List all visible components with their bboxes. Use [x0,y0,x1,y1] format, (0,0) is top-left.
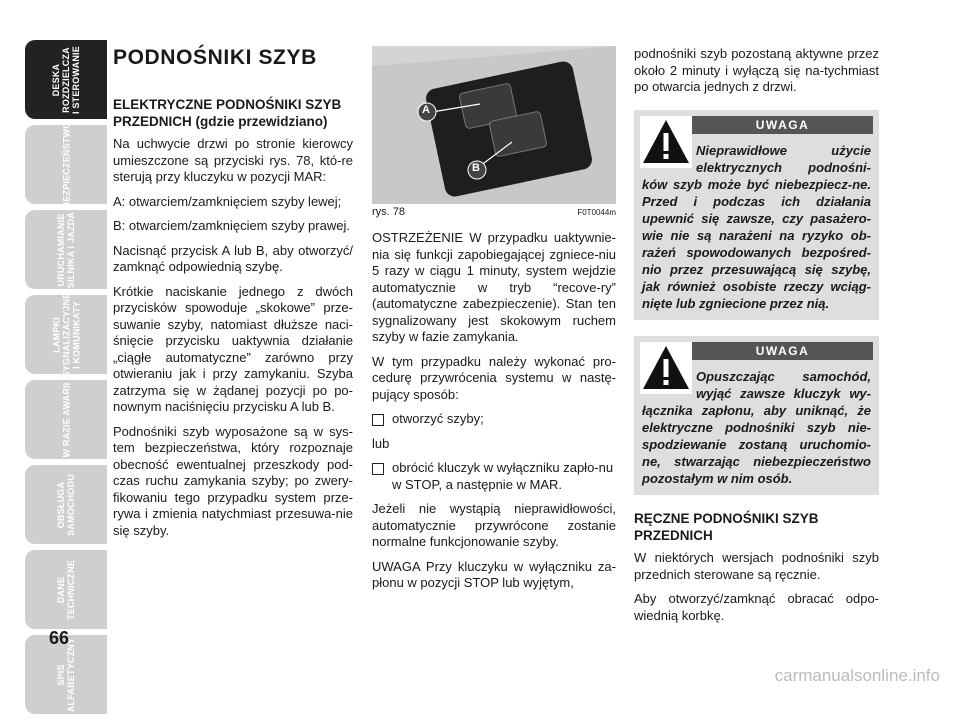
paragraph: Krótkie naciskanie jednego z dwóch przycisków spowoduje „skokowe” prze-suwanie szyby, natomiast dłuższe naci-śnięcie przycisku uaktywnia działanie „ciągłe automatyczne” zarówno przy otwieraniu jak i przy zamykaniu. Szyba zatrzyma się w żądanej pozycji po po-nownym naciśnięciu przycisku A lub B. [113,283,353,414]
warning-icon [640,342,692,394]
watermark: carmanualsonline.info [774,666,940,685]
chapter-tab-label: SPIS ALFABETYCZNY [56,637,76,712]
list-item: obrócić kluczyk w wyłączniku zapło-nu w STOP, a następnie w MAR. [372,460,616,493]
chapter-tab[interactable] [25,465,107,544]
warning-box-1 [634,110,879,320]
paragraph: A: otwarciem/zamknięciem szyby lewej; [113,193,342,209]
paragraph: UWAGA Przy kluczyku w wyłączniku za-płonu w pozycji STOP lub wyjętym, [372,558,616,590]
chapter-tab[interactable] [25,210,107,289]
chapter-tab[interactable] [25,121,107,208]
chapter-tab[interactable] [25,380,107,459]
paragraph: OSTRZEŻENIE W przypadku uaktywnie-nia się funkcji zapobiegającej zgniece-niu 5 razy w ciągu 1 minuty, system wejdzie automatycznie w tryb “recove-ry” (automatyczne zabezpieczenie). Stan ten sygnalizowany jest skokowym ruchem szyby w fazie zamykania. [372,230,616,344]
column-3 [634,46,879,104]
chapter-tab-label: LAMPKI SYGNALIZACYJNE I KOMUNIKATY [51,292,81,377]
paragraph: lub [372,435,390,451]
page-number: 66 [48,628,70,648]
chapter-tab[interactable] [25,550,107,629]
section-heading-manual: RĘCZNE PODNOŚNIKI SZYB PRZEDNICH [634,511,819,543]
column-1 [113,46,353,547]
warning-icon [640,116,692,168]
paragraph: W tym przypadku należy wykonać pro-cedurę przywrócenia systemu w nastę-pujący sposób: [372,353,616,402]
chapter-tab-label: DANE TECHNICZNE [56,559,76,620]
chapter-tab-label: BEZPIECZEŃSTWO [61,121,71,208]
chapter-tab-label: W RAZIE AWARII [61,382,71,457]
page-title: PODNOŚNIKI SZYB [113,46,317,69]
label-a: A [422,104,430,116]
warning-heading: UWAGA [692,116,873,134]
switch-illustration [372,46,616,204]
chapter-tab[interactable] [25,40,107,119]
checkbox-icon [372,463,384,475]
figure-caption [372,206,616,218]
column-2 [372,230,616,600]
paragraph: Na uchwycie drzwi po stronie kierowcy umieszczone są przyciski rys. 78, któ-re sterują przy kluczyku w pozycji MAR: [113,136,353,184]
paragraph: Nacisnąć przycisk A lub B, aby otworzyć/ zamknąć odpowiednią szybę. [113,242,353,274]
paragraph: Aby otworzyć/zamknąć obracać odpo-wiednią korbkę. [634,591,879,623]
warning-text: Nieprawidłowe użycie elektrycznych podnośni-ków szyb może być niebezpiecz-ne. Przed i podczas ich działania upewnić się zawsze, czy pasażero-wie nie są narażeni na ryzyko ob-rażeń spowodowanych bezpośred-nio przez przesuwającą się szybę, jak również osobiste rzeczy wciąg-nięte lub zgniecione przez nią. [642,143,871,311]
figure-code: F0T0044m [577,208,616,217]
label-b: B [472,162,480,174]
chapter-tab[interactable] [25,292,107,377]
paragraph: W niektórych wersjach podnośniki szyb przednich sterowane są ręcznie. [634,550,879,582]
caption-text: rys. 78 [372,206,406,218]
paragraph: Podnośniki szyb wyposażone są w sys-tem bezpieczeństwa, który rozpoznaje obecność ewentualnej przeszkody pod-czas ruchu zamykania szyby; po zwery-fikowaniu tego przypadku system prze-rywa i zmienia natychmiast przesuwa-nie się szyby. [113,423,353,538]
warning-heading: UWAGA [692,342,873,360]
column-3-bottom [634,510,879,632]
warning-box-2 [634,336,879,495]
paragraph: podnośniki szyb pozostaną aktywne przez około 2 minuty i wyłączą się na-tychmiast po otwarcia jednych z drzwi. [634,46,879,94]
window-switch-figure [372,46,616,204]
list-item: otworzyć szyby; [372,411,616,428]
warning-text: Opuszczając samochód, wyjąć zawsze kluczyk wy-łącznika zapłonu, aby uniknąć, że elektryczne podnośniki szyb nie-spodziewanie zostaną uruchomio-ne, stwarzając niebezpieczeństwo pozostałym w nim osób. [642,369,871,486]
chapter-tab-label: DESKA ROZDZIELCZA I STEROWANIE [51,45,81,114]
chapter-tab-label: OBSŁUGA SAMOCHODU [56,473,76,536]
paragraph: B: otwarciem/zamknięciem szyby prawej. [113,218,350,233]
checkbox-icon [372,414,384,426]
chapter-tabs [25,40,107,720]
paragraph: Jeżeli nie wystąpią nieprawidłowości, automatycznie przywrócone zostanie normalne funkcjonowanie szyby. [372,501,616,549]
section-heading-electric: ELEKTRYCZNE PODNOŚNIKI SZYB PRZEDNICH (gdzie przewidziano) [113,97,342,129]
chapter-tab-label: URUCHAMIANIE SILNIKA I JAZDA [55,211,76,288]
